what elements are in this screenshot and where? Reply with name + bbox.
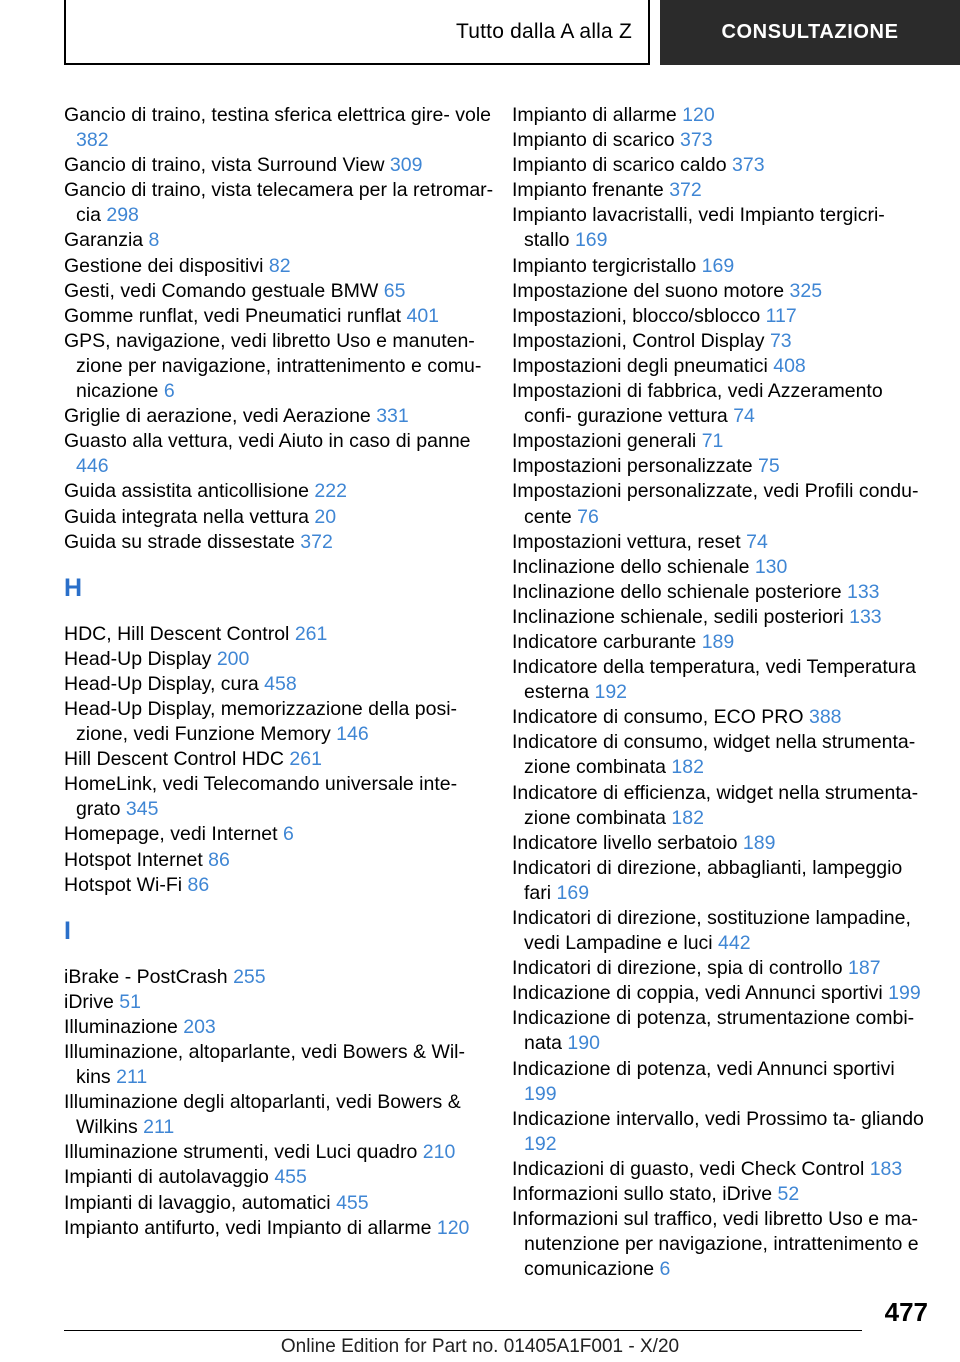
- index-entry: [64, 697, 504, 747]
- index-page-link[interactable]: 222: [314, 480, 347, 503]
- index-entry-text: Indicazioni di guasto, vedi Check Control: [512, 1157, 870, 1180]
- index-page-link[interactable]: 331: [376, 405, 409, 428]
- index-entry: [512, 856, 930, 906]
- index-entry-text: Guida assistita anticollisione: [64, 480, 315, 503]
- index-entry: [64, 672, 504, 697]
- index-entry-text: GPS, navigazione, vedi libretto Uso e manuten- zione per navigazione, intrattenimento e comu- nicazione: [64, 329, 482, 403]
- index-entry-text: HDC, Hill Descent Control: [64, 622, 295, 645]
- index-page-link[interactable]: 210: [422, 1141, 456, 1164]
- index-entry: [64, 1040, 504, 1090]
- index-page-link[interactable]: 298: [106, 204, 139, 227]
- index-page-link[interactable]: 169: [556, 881, 590, 904]
- index-entry-text: Inclinazione dello schienale: [512, 555, 755, 578]
- index-page-link[interactable]: 199: [888, 982, 921, 1005]
- index-entry-text: Illuminazione degli altoparlanti, vedi Bowers & Wilkins: [64, 1091, 461, 1139]
- index-entry: [64, 772, 504, 822]
- index-page-link[interactable]: 6: [282, 823, 294, 846]
- index-page-link[interactable]: 211: [116, 1066, 148, 1089]
- index-entry-text: Homepage, vedi Internet: [64, 823, 283, 846]
- index-entry: [512, 279, 930, 304]
- index-page-link[interactable]: 6: [163, 380, 175, 403]
- index-entry-text: Hill Descent Control HDC: [64, 748, 290, 771]
- index-entry-text: Inclinazione schienale, sedili posteriori: [512, 605, 850, 628]
- header-rule-mid: [648, 0, 650, 64]
- index-entry: [512, 454, 930, 479]
- index-entry-text: Griglie di aerazione, vedi Aerazione: [64, 405, 377, 428]
- index-entry: [64, 1140, 504, 1165]
- index-entry: [64, 329, 504, 404]
- index-entry: [512, 379, 930, 429]
- index-entry: [64, 647, 504, 672]
- index-entry: [512, 956, 930, 981]
- index-page-link[interactable]: 133: [846, 580, 880, 603]
- index-page-link[interactable]: 189: [701, 630, 735, 653]
- index-page-link[interactable]: 8: [148, 229, 160, 252]
- index-entry: [64, 530, 504, 555]
- index-page-link[interactable]: 169: [574, 229, 608, 252]
- index-entry-text: Indicatore livello serbatoio: [512, 831, 743, 854]
- index-entry: [64, 279, 504, 304]
- index-page-link[interactable]: 187: [848, 957, 881, 980]
- index-entry: [64, 178, 504, 228]
- index-entry: [64, 747, 504, 772]
- index-entry-text: Indicatore di consumo, widget nella strumenta- zione combinata: [512, 731, 916, 779]
- index-entry: [512, 479, 930, 529]
- index-entry: [64, 228, 504, 253]
- index-entry: [64, 505, 504, 530]
- index-entry: [512, 580, 930, 605]
- index-page-link[interactable]: 200: [216, 647, 250, 670]
- index-page-link[interactable]: 199: [524, 1082, 557, 1105]
- index-entry: [64, 404, 504, 429]
- index-entry-text: Head-Up Display, memorizzazione della posi- zione, vedi Funzione Memory: [64, 697, 458, 746]
- index-entry: [64, 1015, 504, 1040]
- index-page-link[interactable]: 65: [383, 279, 406, 302]
- index-entry: [64, 254, 504, 279]
- index-entry-text: Informazioni sullo stato, iDrive: [512, 1183, 778, 1206]
- index-page-link[interactable]: 192: [524, 1132, 557, 1155]
- index-entry-text: Indicatori di direzione, sostituzione lampadine, vedi Lampadine e luci: [512, 907, 911, 955]
- index-page-link[interactable]: 169: [701, 254, 735, 277]
- index-entry: [512, 1182, 930, 1207]
- index-entry: [512, 1107, 930, 1157]
- index-entry-text: iDrive: [64, 990, 120, 1013]
- index-entry-text: Impianto di scarico caldo: [512, 154, 733, 177]
- index-page-link[interactable]: 255: [233, 965, 266, 988]
- index-entry: [64, 1216, 504, 1241]
- index-page-link[interactable]: 372: [669, 179, 702, 202]
- index-entry: [64, 1191, 504, 1216]
- index-page-link[interactable]: 130: [754, 555, 788, 578]
- index-page-link[interactable]: 73: [769, 329, 792, 352]
- index-page-link[interactable]: 52: [777, 1183, 800, 1206]
- index-letter-heading: H: [64, 573, 83, 602]
- index-entry: [512, 354, 930, 379]
- index-entry-text: Indicazione di potenza, vedi Annunci sportivi: [512, 1057, 895, 1080]
- index-page-link[interactable]: 74: [733, 405, 755, 428]
- index-entry: [512, 254, 930, 279]
- index-entry: [64, 873, 504, 898]
- index-entry-text: Garanzia: [64, 229, 149, 252]
- index-entry: [64, 304, 504, 329]
- index-entry: [512, 153, 930, 178]
- index-entry-text: Impianto di scarico: [512, 129, 680, 152]
- index-page-link[interactable]: 74: [746, 530, 768, 553]
- index-entry-text: Hotspot Wi-Fi: [64, 873, 188, 896]
- index-entry: [512, 906, 930, 956]
- index-entry-text: Guida su strade dissestate: [64, 530, 301, 553]
- index-page-link[interactable]: 190: [567, 1032, 600, 1055]
- index-page-link[interactable]: 120: [682, 104, 715, 126]
- index-entry-text: Indicatori di direzione, spia di controllo: [512, 957, 849, 980]
- index-page-link[interactable]: 75: [758, 455, 780, 478]
- index-entry: [64, 429, 504, 479]
- index-entry-text: Impianto di allarme: [512, 104, 683, 126]
- index-entry-text: Guida integrata nella vettura: [64, 505, 315, 528]
- index-page-link[interactable]: 261: [289, 748, 322, 771]
- index-entry-text: Inclinazione dello schienale posteriore: [512, 580, 847, 603]
- index-page-link[interactable]: 442: [718, 932, 751, 955]
- index-entry-text: Impostazioni, Control Display: [512, 329, 770, 352]
- index-page-link[interactable]: 446: [76, 455, 109, 478]
- index-page-link[interactable]: 373: [732, 154, 765, 177]
- chapter-tab: CONSULTAZIONE: [660, 0, 960, 65]
- index-entry-text: Impostazioni, blocco/sblocco: [512, 304, 766, 327]
- index-entry: [512, 981, 930, 1006]
- header-rule-bottom: [64, 63, 650, 65]
- index-entry-text: Guasto alla vettura, vedi Aiuto in caso di panne: [64, 430, 471, 453]
- index-entry-text: Indicazione di potenza, strumentazione combi- nata: [512, 1007, 915, 1055]
- index-entry: [512, 1006, 930, 1056]
- index-entry: [512, 530, 930, 555]
- index-page-link[interactable]: 309: [389, 154, 423, 177]
- index-entry: [512, 203, 930, 253]
- index-page-link[interactable]: 261: [294, 622, 328, 645]
- index-page-link[interactable]: 183: [869, 1157, 903, 1180]
- index-entry-text: Gestione dei dispositivi: [64, 254, 269, 277]
- index-entry-text: Impianto frenante: [512, 179, 670, 202]
- index-entry-text: Indicazione di coppia, vedi Annunci sportivi: [512, 982, 889, 1005]
- index-entry: [512, 730, 930, 780]
- index-page-link[interactable]: 182: [671, 806, 704, 829]
- index-entry-text: Impostazioni personalizzate, vedi Profili condu- cente: [512, 480, 919, 528]
- index-entry-text: Gancio di traino, testina sferica elettrica gire- vole: [64, 104, 492, 126]
- index-entry-text: Head-Up Display: [64, 647, 217, 670]
- index-entry-text: Impostazioni degli pneumatici: [512, 354, 774, 377]
- index-entry: [512, 555, 930, 580]
- index-page-link[interactable]: 211: [143, 1116, 175, 1139]
- index-entry: [64, 990, 504, 1015]
- footer-rule: [64, 1330, 862, 1331]
- index-page-link[interactable]: 388: [808, 706, 842, 729]
- index-entry-text: Impianto tergicristallo: [512, 254, 702, 277]
- index-entry-text: HomeLink, vedi Telecomando universale inte- grato: [64, 773, 458, 821]
- index-page-link[interactable]: 86: [208, 848, 230, 871]
- index-entry-text: Impostazioni generali: [512, 430, 702, 453]
- index-page-link[interactable]: 325: [789, 279, 823, 302]
- index-entry: [512, 1157, 930, 1182]
- index-entry-text: Indicazione intervallo, vedi Prossimo ta- gliando: [512, 1107, 924, 1130]
- index-entry-text: Head-Up Display, cura: [64, 672, 265, 695]
- index-entry-text: Indicatore di efficienza, widget nella strumenta- zione combinata: [512, 781, 919, 829]
- index-entry-text: Indicatore della temperatura, vedi Temperatura esterna: [512, 656, 916, 704]
- index-page-link[interactable]: 76: [577, 505, 599, 528]
- index-entry-text: Illuminazione: [64, 1015, 184, 1038]
- index-entry: [512, 178, 930, 203]
- index-entry: [512, 605, 930, 630]
- index-entry-text: Impostazioni personalizzate: [512, 455, 759, 478]
- index-page-link[interactable]: 455: [336, 1191, 369, 1214]
- section-title: Tutto dalla A alla Z: [456, 19, 632, 43]
- index-entry-text: Impostazioni di fabbrica, vedi Azzeramento confi- gurazione vettura: [512, 380, 883, 428]
- index-entry: [512, 630, 930, 655]
- index-entry-text: Indicatore di consumo, ECO PRO: [512, 706, 809, 729]
- index-page-link[interactable]: 20: [314, 505, 337, 528]
- index-entry: [64, 103, 504, 153]
- index-page-link[interactable]: 203: [183, 1015, 216, 1038]
- index-entry: [512, 1207, 930, 1282]
- footer-edition: Online Edition for Part no. 01405A1F001 - X/20: [280, 1336, 680, 1357]
- index-page-link[interactable]: 189: [742, 831, 776, 854]
- index-entry: [512, 103, 930, 128]
- index-entry-text: Indicatore carburante: [512, 630, 702, 653]
- index-entry-text: Informazioni sul traffico, vedi libretto Uso e ma- nutenzione per navigazione, intrattenimento e comunicazione: [512, 1208, 919, 1281]
- index-page-link[interactable]: 373: [680, 129, 713, 152]
- index-entry-text: Gomme runflat, vedi Pneumatici runflat: [64, 304, 407, 327]
- index-page-link[interactable]: 401: [406, 304, 440, 327]
- index-entry: [512, 705, 930, 730]
- index-page-link[interactable]: 408: [773, 354, 806, 377]
- index-page-link[interactable]: 51: [119, 990, 141, 1013]
- index-entry: [64, 848, 504, 873]
- index-entry-text: Gesti, vedi Comando gestuale BMW: [64, 279, 384, 302]
- index-entry: [64, 822, 504, 847]
- index-entry-text: Impostazioni vettura, reset: [512, 530, 747, 553]
- index-column-right: [512, 103, 930, 1282]
- index-page-link[interactable]: 117: [765, 304, 797, 327]
- index-entry: [512, 655, 930, 705]
- index-column-left: [64, 103, 504, 1241]
- index-entry-text: Illuminazione, altoparlante, vedi Bowers & Wil- kins: [64, 1041, 466, 1089]
- index-entry: [64, 1165, 504, 1190]
- index-entry-text: Indicatori di direzione, abbaglianti, lampeggio fari: [512, 856, 903, 904]
- page-number: 477: [884, 1297, 928, 1327]
- index-entry: [64, 622, 504, 647]
- index-entry: [512, 429, 930, 454]
- index-entry: [64, 965, 504, 990]
- index-page-link[interactable]: 120: [436, 1216, 470, 1239]
- index-entry: [512, 304, 930, 329]
- index-page-link[interactable]: 182: [671, 756, 704, 779]
- index-entry: [512, 1057, 930, 1107]
- index-entry-text: Impianto antifurto, vedi Impianto di allarme: [64, 1216, 437, 1239]
- index-page-link[interactable]: 6: [659, 1258, 671, 1281]
- index-letter-heading: I: [64, 916, 71, 945]
- index-entry: [64, 1090, 504, 1140]
- index-page-link[interactable]: 192: [594, 681, 628, 704]
- index-entry-text: Gancio di traino, vista telecamera per la retromar- cia: [64, 179, 494, 227]
- index-entry: [512, 831, 930, 856]
- index-page-link[interactable]: 345: [125, 798, 159, 821]
- index-page-link[interactable]: 382: [76, 129, 109, 152]
- index-entry: [512, 781, 930, 831]
- index-page-link[interactable]: 86: [187, 873, 210, 896]
- index-entry-text: Illuminazione strumenti, vedi Luci quadro: [64, 1141, 423, 1164]
- index-entry-text: Impianto lavacristalli, vedi Impianto tergicri- stallo: [512, 204, 885, 252]
- index-page-link[interactable]: 71: [701, 430, 724, 453]
- index-entry-text: Impostazione del suono motore: [512, 279, 790, 302]
- index-entry: [64, 479, 504, 504]
- index-page-link[interactable]: 372: [300, 530, 333, 553]
- index-entry-text: Impianti di lavaggio, automatici: [64, 1191, 337, 1214]
- index-entry: [512, 329, 930, 354]
- index-entry: [64, 153, 504, 178]
- index-entry: [512, 128, 930, 153]
- index-page-link[interactable]: 458: [264, 672, 297, 695]
- index-entry-text: iBrake - PostCrash: [64, 965, 234, 988]
- index-entry-text: Gancio di traino, vista Surround View: [64, 154, 390, 177]
- index-entry-text: Hotspot Internet: [64, 848, 209, 871]
- index-entry-text: Impianti di autolavaggio: [64, 1166, 275, 1189]
- index-page-link[interactable]: 146: [336, 723, 369, 746]
- index-page-link[interactable]: 82: [268, 254, 291, 277]
- index-page-link[interactable]: 455: [274, 1166, 307, 1189]
- index-page-link[interactable]: 133: [849, 605, 882, 628]
